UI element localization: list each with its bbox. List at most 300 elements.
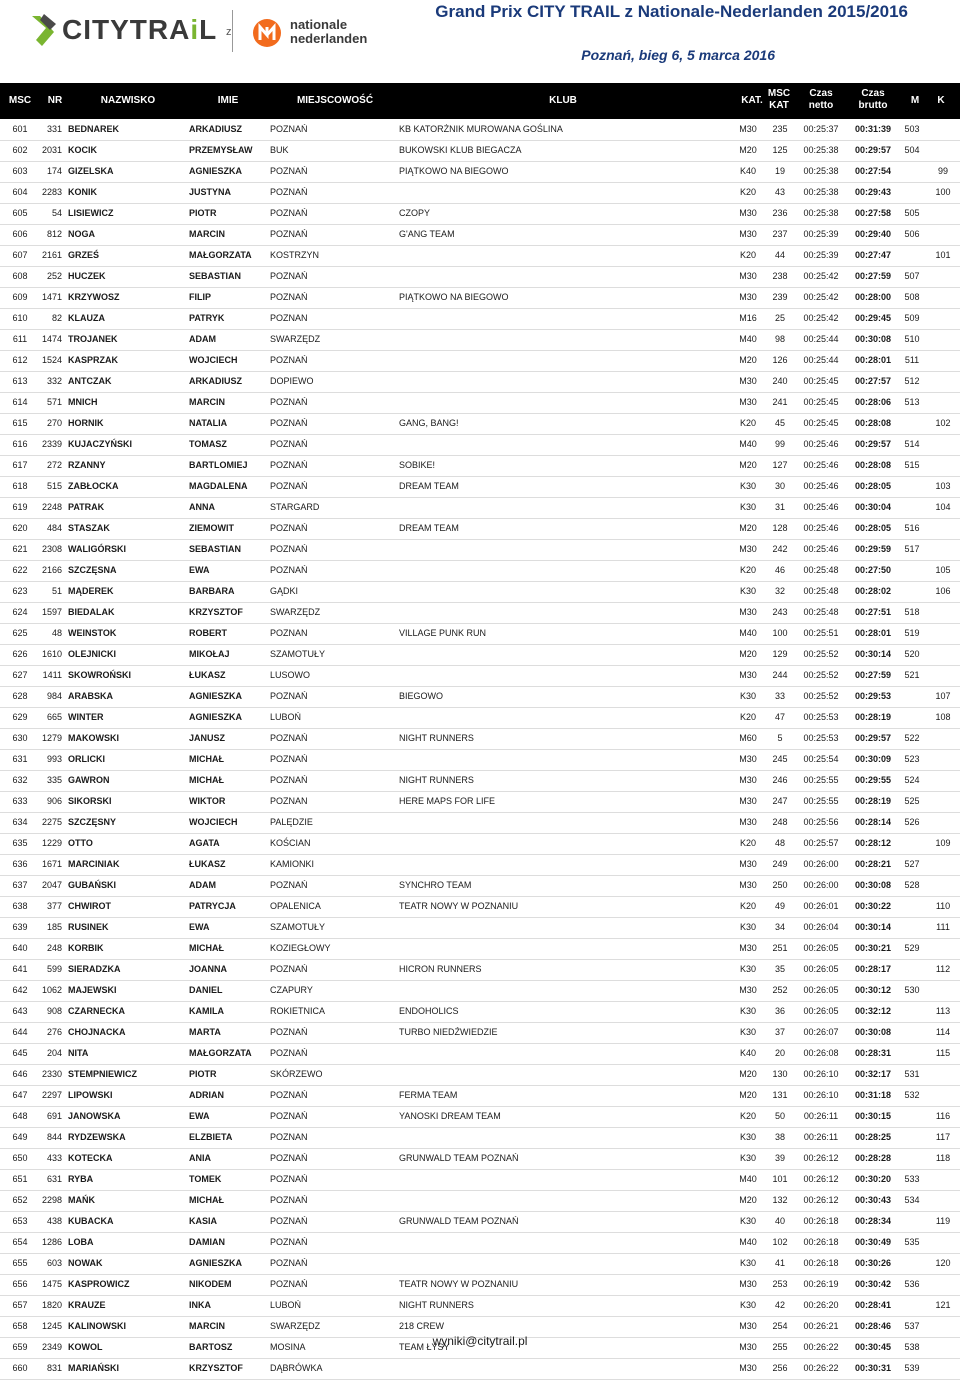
cell-nr: 2248	[41, 502, 62, 512]
footer-email[interactable]: wyniki@citytrail.pl	[432, 1334, 528, 1348]
cell-msc: 605	[12, 208, 28, 218]
cell-miejscowosc: STARGARD	[270, 502, 320, 512]
cell-msc-kat: 39	[774, 1153, 785, 1163]
cell-czas-brutto: 00:30:04	[854, 502, 892, 512]
cell-msc: 612	[12, 355, 28, 365]
cell-k: 113	[935, 1006, 951, 1016]
cell-kat: M20	[739, 460, 757, 470]
cell-msc-kat: 128	[772, 523, 788, 533]
cell-imie: EWA	[189, 565, 210, 575]
cell-msc: 647	[12, 1090, 28, 1100]
cell-nazwisko: MAJEWSKI	[68, 985, 117, 995]
cell-czas-brutto: 00:30:49	[854, 1237, 892, 1247]
cell-m: 531	[904, 1069, 920, 1079]
cell-m: 517	[904, 544, 920, 554]
cell-czas-brutto: 00:28:31	[854, 1048, 892, 1058]
cell-nazwisko: MNICH	[68, 397, 98, 407]
cell-czas-brutto: 00:30:14	[854, 922, 892, 932]
cell-nr: 2339	[41, 439, 62, 449]
cell-nazwisko: WEINSTOK	[68, 628, 117, 638]
table-row	[0, 225, 960, 246]
cell-klub: PIĄTKOWO NA BIEGOWO	[399, 166, 509, 176]
cell-czas-netto: 00:26:12	[803, 1174, 839, 1184]
cell-nr: 438	[46, 1216, 62, 1226]
cell-msc-kat: 126	[772, 355, 788, 365]
cell-msc-kat: 253	[772, 1279, 788, 1289]
cell-miejscowosc: POZNAŃ	[270, 1258, 308, 1268]
table-row	[0, 183, 960, 204]
cell-imie: MAŁGORZATA	[189, 250, 252, 260]
cell-czas-netto: 00:25:52	[803, 649, 839, 659]
cell-czas-netto: 00:26:05	[803, 964, 839, 974]
cell-nr: 484	[46, 523, 62, 533]
cell-czas-netto: 00:25:46	[803, 481, 839, 491]
cell-czas-netto: 00:26:07	[803, 1027, 839, 1037]
col-czas-netto: Czas netto	[808, 88, 834, 111]
cell-czas-brutto: 00:28:28	[854, 1153, 892, 1163]
cell-nr: 1411	[42, 670, 62, 680]
cell-msc-kat: 251	[772, 943, 788, 953]
cell-imie: ELZBIETA	[189, 1132, 233, 1142]
cell-czas-netto: 00:26:01	[803, 901, 839, 911]
cell-nazwisko: SKOWROŃSKI	[68, 670, 131, 680]
cell-m: 508	[904, 292, 920, 302]
cell-nazwisko: RYDZEWSKA	[68, 1132, 126, 1142]
cell-kat: M30	[739, 943, 757, 953]
cell-klub: VILLAGE PUNK RUN	[399, 628, 487, 638]
table-row	[0, 624, 960, 645]
cell-kat: M40	[739, 628, 757, 638]
cell-nr: 603	[46, 1258, 62, 1268]
cell-czas-brutto: 00:29:43	[854, 187, 892, 197]
cell-kat: K30	[739, 964, 756, 974]
table-row	[0, 708, 960, 729]
cell-czas-brutto: 00:27:59	[854, 271, 892, 281]
table-row	[0, 351, 960, 372]
cell-miejscowosc: DĄBRÓWKA	[270, 1363, 323, 1373]
cell-nr: 331	[46, 124, 62, 134]
cell-msc-kat: 45	[774, 418, 785, 428]
cell-kat: K30	[739, 1153, 756, 1163]
cell-msc-kat: 50	[774, 1111, 785, 1121]
cell-nr: 377	[46, 901, 62, 911]
cell-kat: K30	[739, 922, 756, 932]
cell-klub: ENDOHOLICS	[399, 1006, 459, 1016]
cell-msc: 630	[12, 733, 28, 743]
cell-miejscowosc: POZNAŃ	[270, 1195, 308, 1205]
cell-msc: 624	[12, 607, 28, 617]
cell-nr: 82	[51, 313, 62, 323]
page-header	[0, 0, 960, 82]
cell-imie: DANIEL	[189, 985, 223, 995]
cell-imie: PATRYK	[189, 313, 225, 323]
cell-nazwisko: ANTCZAK	[68, 376, 112, 386]
cell-czas-netto: 00:26:05	[803, 985, 839, 995]
cell-nr: 665	[46, 712, 62, 722]
cell-msc: 631	[12, 754, 28, 764]
cell-nr: 844	[46, 1132, 62, 1142]
cell-m: 507	[904, 271, 920, 281]
cell-czas-brutto: 00:29:55	[854, 775, 892, 785]
cell-msc: 660	[12, 1363, 28, 1373]
cell-k: 103	[935, 481, 951, 491]
cell-czas-netto: 00:25:52	[803, 691, 839, 701]
table-row	[0, 1233, 960, 1254]
cell-kat: M20	[739, 649, 757, 659]
cell-imie: FILIP	[189, 292, 211, 302]
table-row	[0, 792, 960, 813]
cell-klub: HICRON RUNNERS	[399, 964, 482, 974]
table-row	[0, 120, 960, 141]
cell-imie: ROBERT	[189, 628, 227, 638]
cell-msc-kat: 255	[772, 1342, 788, 1352]
cell-klub: 218 CREW	[399, 1321, 445, 1331]
cell-kat: M30	[739, 796, 757, 806]
cell-czas-brutto: 00:28:08	[854, 418, 892, 428]
cell-kat: M30	[739, 1363, 757, 1373]
cell-imie: MAGDALENA	[189, 481, 248, 491]
cell-czas-netto: 00:25:38	[803, 166, 839, 176]
cell-nr: 2161	[41, 250, 62, 260]
cell-czas-brutto: 00:28:02	[854, 586, 892, 596]
cell-k: 106	[935, 586, 951, 596]
logo-divider	[232, 10, 233, 52]
cell-nr: 54	[51, 208, 62, 218]
table-row	[0, 477, 960, 498]
cell-kat: K20	[739, 712, 756, 722]
cell-klub: NIGHT RUNNERS	[399, 733, 474, 743]
cell-nazwisko: JANOWSKA	[68, 1111, 121, 1121]
cell-miejscowosc: POZNAN	[270, 796, 308, 806]
cell-nr: 2349	[41, 1342, 62, 1352]
cell-msc: 607	[12, 250, 28, 260]
cell-nazwisko: RZANNY	[68, 460, 106, 470]
cell-czas-brutto: 00:27:54	[854, 166, 892, 176]
cell-czas-brutto: 00:30:21	[854, 943, 892, 953]
cell-kat: K20	[739, 1111, 756, 1121]
cell-msc-kat: 127	[772, 460, 788, 470]
cell-imie: JUSTYNA	[189, 187, 232, 197]
cell-kat: M40	[739, 1237, 757, 1247]
cell-msc: 639	[12, 922, 28, 932]
cell-miejscowosc: PALĘDZIE	[270, 817, 313, 827]
cell-kat: M30	[739, 670, 757, 680]
cell-czas-brutto: 00:30:22	[854, 901, 892, 911]
cell-m: 528	[904, 880, 920, 890]
cell-czas-brutto: 00:28:08	[854, 460, 892, 470]
cell-nr: 908	[46, 1006, 62, 1016]
cell-k: 118	[935, 1153, 951, 1163]
cell-msc: 621	[12, 544, 28, 554]
table-row	[0, 645, 960, 666]
cell-kat: M30	[739, 1321, 757, 1331]
cell-m: 521	[904, 670, 920, 680]
cell-nazwisko: MAŃK	[68, 1195, 95, 1205]
cell-msc-kat: 36	[774, 1006, 785, 1016]
table-row	[0, 1128, 960, 1149]
col-czas-brutto: Czas brutto	[858, 88, 888, 111]
table-row	[0, 267, 960, 288]
cell-nazwisko: KASPRZAK	[68, 355, 119, 365]
cell-miejscowosc: POZNAŃ	[270, 208, 308, 218]
cell-nazwisko: WALIGÓRSKI	[68, 544, 126, 554]
table-row	[0, 1191, 960, 1212]
cell-m: 510	[904, 334, 920, 344]
cell-czas-netto: 00:25:56	[803, 817, 839, 827]
cell-nazwisko: MAKOWSKI	[68, 733, 119, 743]
cell-imie: TOMEK	[189, 1174, 222, 1184]
cell-msc: 658	[12, 1321, 28, 1331]
cell-imie: AGNIESZKA	[189, 691, 243, 701]
cell-czas-brutto: 00:28:25	[854, 1132, 892, 1142]
cell-czas-brutto: 00:28:21	[854, 859, 892, 869]
cell-czas-netto: 00:25:38	[803, 187, 839, 197]
cell-kat: M30	[739, 229, 757, 239]
cell-miejscowosc: POZNAŃ	[270, 418, 308, 428]
col-m: M	[910, 95, 920, 106]
cell-nr: 993	[46, 754, 62, 764]
cell-miejscowosc: POZNAŃ	[270, 1153, 308, 1163]
cell-msc-kat: 240	[772, 376, 788, 386]
cell-msc-kat: 35	[774, 964, 785, 974]
runner-icon	[28, 12, 58, 48]
cell-msc: 619	[12, 502, 28, 512]
cell-czas-brutto: 00:28:06	[854, 397, 892, 407]
cell-imie: MARCIN	[189, 229, 225, 239]
cell-msc: 648	[12, 1111, 28, 1121]
table-row	[0, 855, 960, 876]
cell-czas-brutto: 00:27:58	[854, 208, 892, 218]
col-nazwisko: NAZWISKO	[100, 95, 156, 106]
cell-czas-brutto: 00:29:57	[854, 145, 892, 155]
cell-kat: K30	[739, 1006, 756, 1016]
cell-imie: MARTA	[189, 1027, 221, 1037]
table-row	[0, 540, 960, 561]
cell-czas-brutto: 00:27:51	[854, 607, 892, 617]
cell-nazwisko: STASZAK	[68, 523, 110, 533]
cell-nazwisko: GUBAŃSKI	[68, 880, 117, 890]
cell-nazwisko: RUSINEK	[68, 922, 109, 932]
cell-msc-kat: 250	[772, 880, 788, 890]
cell-czas-netto: 00:25:55	[803, 796, 839, 806]
cell-imie: PATRYCJA	[189, 901, 236, 911]
cell-miejscowosc: SZAMOTUŁY	[270, 649, 326, 659]
col-msc-kat: MSC KAT	[767, 88, 791, 111]
cell-nazwisko: BEDNAREK	[68, 124, 120, 134]
page-title: Grand Prix CITY TRAIL z Nationale-Nederlanden 2015/2016	[435, 2, 908, 21]
cell-msc: 629	[12, 712, 28, 722]
cell-msc-kat: 130	[772, 1069, 788, 1079]
cell-msc: 601	[12, 124, 28, 134]
cell-msc: 611	[12, 334, 28, 344]
cell-nr: 1245	[41, 1321, 62, 1331]
cell-msc-kat: 236	[772, 208, 788, 218]
cell-msc-kat: 235	[772, 124, 788, 134]
cell-msc-kat: 249	[772, 859, 788, 869]
cell-nazwisko: ORLICKI	[68, 754, 105, 764]
cell-czas-brutto: 00:30:20	[854, 1174, 892, 1184]
cell-msc-kat: 42	[774, 1300, 785, 1310]
cell-msc: 636	[12, 859, 28, 869]
cell-nazwisko: LIPOWSKI	[68, 1090, 113, 1100]
cell-k: 101	[935, 250, 951, 260]
cell-klub: SOBIKE!	[399, 460, 436, 470]
col-klub: KLUB	[549, 95, 577, 106]
cell-msc-kat: 239	[772, 292, 788, 302]
cell-msc-kat: 132	[772, 1195, 788, 1205]
cell-msc-kat: 242	[772, 544, 788, 554]
cell-miejscowosc: DOPIEWO	[270, 376, 314, 386]
cell-nr: 2031	[41, 145, 62, 155]
cell-czas-netto: 00:25:53	[803, 712, 839, 722]
cell-imie: EWA	[189, 1111, 210, 1121]
cell-msc-kat: 256	[772, 1363, 788, 1373]
cell-czas-brutto: 00:28:01	[854, 355, 892, 365]
cell-czas-netto: 00:25:48	[803, 565, 839, 575]
cell-nazwisko: MARIAŃSKI	[68, 1363, 119, 1373]
table-row	[0, 1086, 960, 1107]
cell-msc-kat: 254	[772, 1321, 788, 1331]
cell-czas-brutto: 00:30:42	[854, 1279, 892, 1289]
cell-czas-netto: 00:26:11	[803, 1111, 839, 1121]
cell-msc: 606	[12, 229, 28, 239]
cell-msc-kat: 125	[772, 145, 788, 155]
cell-msc: 649	[12, 1132, 28, 1142]
cell-miejscowosc: BUK	[270, 145, 289, 155]
cell-msc-kat: 33	[774, 691, 785, 701]
cell-czas-netto: 00:26:05	[803, 1006, 839, 1016]
cell-klub: BUKOWSKI KLUB BIEGACZA	[399, 145, 522, 155]
cell-nazwisko: STEMPNIEWICZ	[68, 1069, 137, 1079]
cell-kat: M40	[739, 1174, 757, 1184]
cell-czas-brutto: 00:29:53	[854, 691, 892, 701]
cell-imie: SEBASTIAN	[189, 544, 242, 554]
cell-imie: KRZYSZTOF	[189, 1363, 243, 1373]
cell-imie: KAMILA	[189, 1006, 224, 1016]
cell-msc: 653	[12, 1216, 28, 1226]
table-row	[0, 1149, 960, 1170]
cell-kat: M20	[739, 523, 757, 533]
cell-k: 111	[936, 922, 950, 932]
cell-msc-kat: 20	[774, 1048, 785, 1058]
cell-miejscowosc: POZNAŃ	[270, 1027, 308, 1037]
cell-imie: INKA	[189, 1300, 211, 1310]
cell-m: 535	[904, 1237, 920, 1247]
cell-nr: 599	[46, 964, 62, 974]
cell-k: 121	[935, 1300, 951, 1310]
cell-czas-netto: 00:26:22	[803, 1342, 839, 1352]
cell-imie: ZIEMOWIT	[189, 523, 234, 533]
cell-imie: JOANNA	[189, 964, 228, 974]
cell-msc: 625	[12, 628, 28, 638]
cell-miejscowosc: LUBOŃ	[270, 712, 302, 722]
cell-imie: ADAM	[189, 880, 216, 890]
cell-m: 532	[904, 1090, 920, 1100]
cell-nr: 515	[46, 481, 62, 491]
cell-msc-kat: 99	[774, 439, 785, 449]
cell-czas-netto: 00:26:10	[803, 1090, 839, 1100]
cell-kat: K20	[739, 187, 756, 197]
cell-msc-kat: 245	[772, 754, 788, 764]
cell-kat: M30	[739, 1279, 757, 1289]
cell-czas-brutto: 00:28:19	[854, 712, 892, 722]
table-row	[0, 1359, 960, 1380]
cell-czas-brutto: 00:30:08	[854, 1027, 892, 1037]
cell-czas-netto: 00:25:45	[803, 418, 839, 428]
cell-nazwisko: PATRAK	[68, 502, 105, 512]
cell-imie: AGNIESZKA	[189, 1258, 243, 1268]
cell-klub: HERE MAPS FOR LIFE	[399, 796, 496, 806]
cell-nr: 2166	[41, 565, 62, 575]
cell-miejscowosc: POZNAŃ	[270, 1111, 308, 1121]
cell-msc: 633	[12, 796, 28, 806]
cell-miejscowosc: KOSTRZYN	[270, 250, 320, 260]
cell-nr: 332	[46, 376, 62, 386]
cell-m: 519	[904, 628, 920, 638]
cell-msc: 632	[12, 775, 28, 785]
table-row	[0, 960, 960, 981]
cell-m: 527	[904, 859, 920, 869]
table-row	[0, 666, 960, 687]
cell-msc: 618	[12, 481, 28, 491]
cell-msc: 623	[12, 586, 28, 596]
col-kat: KAT.	[741, 95, 763, 106]
cell-miejscowosc: POZNAN	[270, 313, 308, 323]
cell-klub: NIGHT RUNNERS	[399, 775, 474, 785]
cell-miejscowosc: ROKIETNICA	[270, 1006, 326, 1016]
cell-msc: 627	[12, 670, 28, 680]
table-row	[0, 1065, 960, 1086]
cell-miejscowosc: POZNAŃ	[270, 565, 308, 575]
cell-imie: ADRIAN	[189, 1090, 224, 1100]
cell-czas-brutto: 00:29:57	[854, 439, 892, 449]
cell-k: 99	[937, 166, 948, 176]
col-miejscowosc: MIEJSCOWOŚĆ	[296, 95, 374, 106]
cell-nr: 1820	[41, 1300, 62, 1310]
cell-msc: 643	[12, 1006, 28, 1016]
cell-klub: PIĄTKOWO NA BIEGOWO	[399, 292, 509, 302]
cell-nazwisko: KORBIK	[68, 943, 104, 953]
cell-msc-kat: 34	[774, 922, 785, 932]
cell-k: 104	[935, 502, 951, 512]
cell-msc-kat: 5	[777, 733, 783, 743]
cell-czas-brutto: 00:30:26	[854, 1258, 892, 1268]
cell-nazwisko: NOWAK	[68, 1258, 103, 1268]
cell-czas-brutto: 00:30:45	[854, 1342, 892, 1352]
cell-czas-netto: 00:25:48	[803, 607, 839, 617]
cell-imie: TOMASZ	[189, 439, 227, 449]
table-row	[0, 330, 960, 351]
cell-czas-netto: 00:26:19	[803, 1279, 839, 1289]
cell-kat: M30	[739, 271, 757, 281]
cell-czas-brutto: 00:31:39	[854, 124, 892, 134]
cell-imie: PIOTR	[189, 208, 217, 218]
cell-czas-netto: 00:25:45	[803, 376, 839, 386]
cell-kat: M30	[739, 880, 757, 890]
cell-czas-netto: 00:26:18	[803, 1237, 839, 1247]
cell-czas-netto: 00:26:04	[803, 922, 839, 932]
cell-msc: 615	[12, 418, 28, 428]
cell-imie: KRZYSZTOF	[189, 607, 243, 617]
cell-nr: 335	[46, 775, 62, 785]
cell-nazwisko: KONIK	[68, 187, 97, 197]
cell-kat: K30	[739, 1132, 756, 1142]
cell-miejscowosc: SKÓRZEWO	[270, 1069, 323, 1079]
cell-klub: DREAM TEAM	[399, 523, 459, 533]
cell-nr: 276	[46, 1027, 62, 1037]
cell-msc: 616	[12, 439, 28, 449]
cell-k: 109	[935, 838, 951, 848]
